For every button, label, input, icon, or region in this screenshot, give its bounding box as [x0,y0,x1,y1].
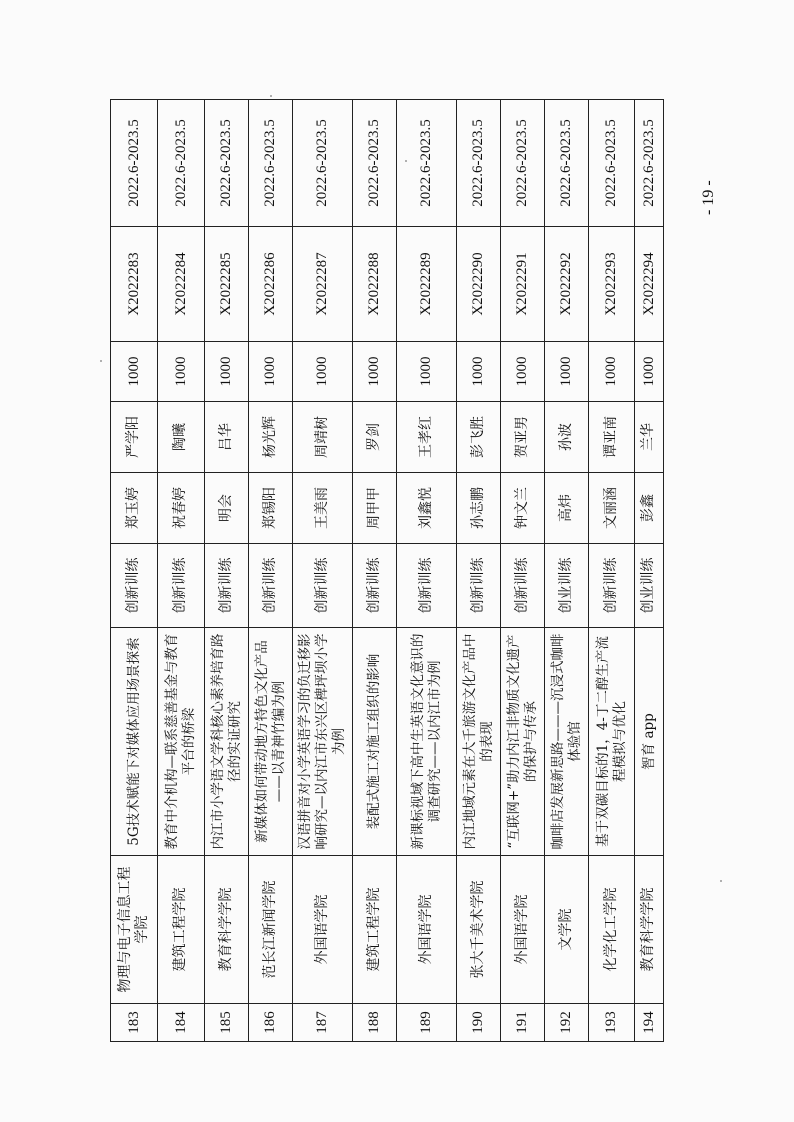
budget-cell: 1000 [158,342,205,402]
advisor-cell: 吕华 [205,402,249,473]
project-title-cell: 新课标视域下高中生英语文化意识的调查研究——以内江市为例 [397,628,457,856]
college-cell: 外国语学院 [293,856,353,1004]
budget-cell: 1000 [249,342,293,402]
project-title-cell: 基于双碳目标的1，4-丁二醇生产流程模拟与优化 [589,628,635,856]
college-cell: 教育科学学院 [205,856,249,1004]
leader-cell: 周甲甲 [353,473,397,544]
college-cell: 化学化工学院 [589,856,635,1004]
advisor-cell: 贺亚男 [501,402,545,473]
project-title-cell: 智育 app [635,628,664,856]
project-code-cell: X2022288 [353,227,397,342]
project-code-cell: X2022290 [457,227,501,342]
table-row [545,100,589,1042]
leader-cell: 彭鑫 [635,473,664,544]
table-row [457,100,501,1042]
project-table [110,99,664,1042]
college-cell: 物理与电子信息工程学院 [111,856,158,1004]
project-code-cell: X2022293 [589,227,635,342]
category-cell: 创新训练 [353,544,397,628]
college-cell: 教育科学学院 [635,856,664,1004]
budget-cell: 1000 [545,342,589,402]
category-cell: 创新训练 [205,544,249,628]
category-cell: 创新训练 [111,544,158,628]
project-title-cell: 装配式施工对施工组织的影响 [353,628,397,856]
project-code-cell: X2022292 [545,227,589,342]
leader-cell: 郑玉婷 [111,473,158,544]
budget-cell: 1000 [111,342,158,402]
row-index: 185 [205,1004,249,1042]
table-row [353,100,397,1042]
advisor-cell: 罗剑 [353,402,397,473]
table-row [589,100,635,1042]
project-code-cell: X2022287 [293,227,353,342]
row-index: 190 [457,1004,501,1042]
category-cell: 创新训练 [158,544,205,628]
category-cell: 创业训练 [545,544,589,628]
leader-cell: 明会 [205,473,249,544]
page-number: - 19 - [700,180,717,216]
period-cell: 2022.6-2023.5 [249,100,293,227]
advisor-cell: 孙波 [545,402,589,473]
college-cell: 范长江新闻学院 [249,856,293,1004]
leader-cell: 王美雨 [293,473,353,544]
period-cell: 2022.6-2023.5 [635,100,664,227]
table-row [501,100,545,1042]
category-cell: 创新训练 [457,544,501,628]
row-index: 183 [111,1004,158,1042]
period-cell: 2022.6-2023.5 [457,100,501,227]
budget-cell: 1000 [457,342,501,402]
leader-cell: 高炜 [545,473,589,544]
project-title-cell: 内江地域元素在大千旅游文化产品中的表现 [457,628,501,856]
budget-cell: 1000 [635,342,664,402]
leader-cell: 钟文兰 [501,473,545,544]
advisor-cell: 彭飞胜 [457,402,501,473]
project-table-container [110,100,663,1042]
scan-speck [405,160,407,162]
project-code-cell: X2022294 [635,227,664,342]
period-cell: 2022.6-2023.5 [205,100,249,227]
project-title-cell: 咖啡店发展新思路———沉浸式咖啡体验馆 [545,628,589,856]
budget-cell: 1000 [501,342,545,402]
advisor-cell: 周靖树 [293,402,353,473]
leader-cell: 刘鑫悦 [397,473,457,544]
scan-speck [100,360,102,362]
leader-cell: 孙志鹏 [457,473,501,544]
row-index: 193 [589,1004,635,1042]
college-cell: 外国语学院 [397,856,457,1004]
table-row [293,100,353,1042]
college-cell: 建筑工程学院 [158,856,205,1004]
category-cell: 创新训练 [397,544,457,628]
category-cell: 创新训练 [293,544,353,628]
row-index: 186 [249,1004,293,1042]
project-code-cell: X2022285 [205,227,249,342]
budget-cell: 1000 [589,342,635,402]
table-row [635,100,664,1042]
advisor-cell: 严学阳 [111,402,158,473]
project-table-rotated [110,100,663,1042]
college-cell: 外国语学院 [501,856,545,1004]
scan-speck [270,95,272,97]
period-cell: 2022.6-2023.5 [501,100,545,227]
category-cell: 创新训练 [589,544,635,628]
table-row [111,100,158,1042]
advisor-cell: 谭亚南 [589,402,635,473]
period-cell: 2022.6-2023.5 [111,100,158,227]
table-row [397,100,457,1042]
college-cell: 文学院 [545,856,589,1004]
row-index: 191 [501,1004,545,1042]
project-title-cell: 内江市小学语文学科核心素养培育路径的实证研究 [205,628,249,856]
budget-cell: 1000 [397,342,457,402]
budget-cell: 1000 [293,342,353,402]
period-cell: 2022.6-2023.5 [293,100,353,227]
project-code-cell: X2022283 [111,227,158,342]
advisor-cell: 王孝红 [397,402,457,473]
project-code-cell: X2022291 [501,227,545,342]
table-row [158,100,205,1042]
project-title-cell: 5G技术赋能下对媒体应用场景探索 [111,628,158,856]
college-cell: 张大千美术学院 [457,856,501,1004]
project-title-cell: “互联网+”助力内江非物质文化遗产的保护与传承 [501,628,545,856]
leader-cell: 祝春婷 [158,473,205,544]
period-cell: 2022.6-2023.5 [589,100,635,227]
category-cell: 创业训练 [635,544,664,628]
project-title-cell: 汉语拼音对小学英语学习的负迁移影响研究—以内江市东兴区椑坪坝小学为例 [293,628,353,856]
row-index: 187 [293,1004,353,1042]
budget-cell: 1000 [205,342,249,402]
category-cell: 创新训练 [501,544,545,628]
table-body [111,100,664,1042]
row-index: 189 [397,1004,457,1042]
row-index: 194 [635,1004,664,1042]
project-title-cell: 教育中介机构—联系慈善基金与教育平台的桥梁 [158,628,205,856]
budget-cell: 1000 [353,342,397,402]
leader-cell: 文丽涵 [589,473,635,544]
project-code-cell: X2022284 [158,227,205,342]
table-row [249,100,293,1042]
advisor-cell: 陶曦 [158,402,205,473]
table-row [205,100,249,1042]
project-title-cell: 新媒体如何带动地方特色文化产品——以青神竹编为例 [249,628,293,856]
period-cell: 2022.6-2023.5 [158,100,205,227]
category-cell: 创新训练 [249,544,293,628]
row-index: 192 [545,1004,589,1042]
period-cell: 2022.6-2023.5 [353,100,397,227]
project-code-cell: X2022289 [397,227,457,342]
advisor-cell: 兰华 [635,402,664,473]
project-code-cell: X2022286 [249,227,293,342]
row-index: 184 [158,1004,205,1042]
row-index: 188 [353,1004,397,1042]
leader-cell: 郑锡阳 [249,473,293,544]
period-cell: 2022.6-2023.5 [545,100,589,227]
advisor-cell: 杨光辉 [249,402,293,473]
scan-speck [720,880,722,882]
college-cell: 建筑工程学院 [353,856,397,1004]
period-cell: 2022.6-2023.5 [397,100,457,227]
